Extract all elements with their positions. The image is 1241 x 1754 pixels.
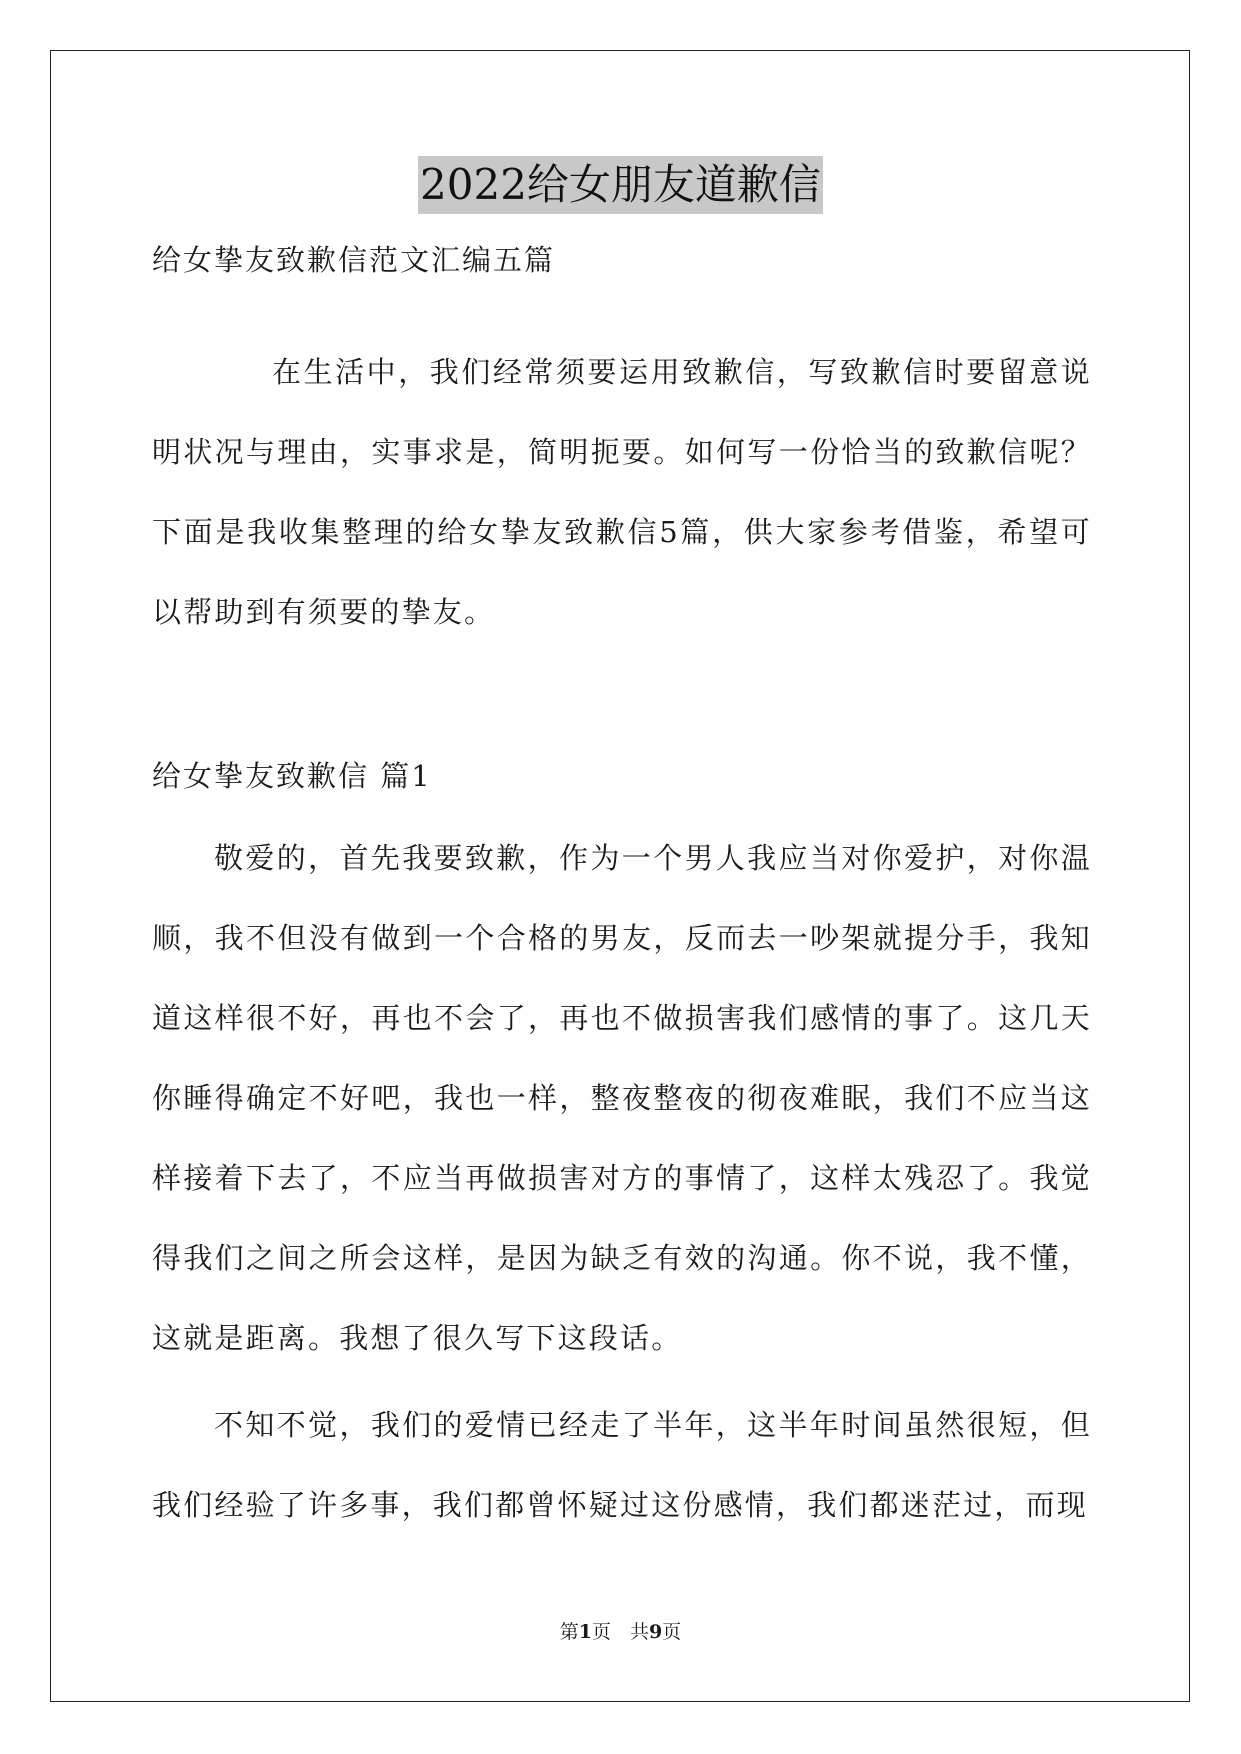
body-paragraph-1: 敬爱的，首先我要致歉，作为一个男人我应当对你爱护，对你温顺，我不但没有做到一个合格的男友，反而去一吵架就提分手，我知道这样很不好，再也不会了，再也不做损害我们感情的事了。这几天你睡得确定不好吧，我也一样，整夜整夜的彻夜难眠，我们不应当这样接着下去了，不应当再做损害对方的事情了，这样太残忍了。我觉得我们之间之所会这样，是因为缺乏有效的沟通。你不说，我不懂，这就是距离。我想了很久写下这段话。	[152, 841, 1092, 1355]
intro-paragraph: 在生活中，我们经常须要运用致歉信，写致歉信时要留意说明状况与理由，实事求是，简明扼要。如何写一份恰当的致歉信呢？下面是我收集整理的给女挚友致歉信5篇，供大家参考借鉴，希望可以帮助到有须要的挚友。	[152, 355, 1092, 629]
document-subtitle: 给女挚友致歉信范文汇编五篇	[152, 243, 556, 277]
footer-page-prefix: 第	[559, 1621, 579, 1643]
footer-page-suffix: 页	[662, 1621, 682, 1643]
footer-page-total: 9	[649, 1621, 663, 1643]
page-footer	[0, 1618, 1241, 1646]
body-paragraph-2: 不知不觉，我们的爱情已经走了半年，这半年时间虽然很短，但我们经验了许多事，我们都曾怀疑过这份感情，我们都迷茫过，而现	[152, 1408, 1092, 1522]
title-container	[0, 156, 1241, 214]
footer-page-current: 1	[578, 1621, 592, 1643]
footer-page-mid: 页 共	[591, 1621, 649, 1643]
document-title: 2022给女朋友道歉信	[418, 156, 823, 214]
section-heading: 给女挚友致歉信 篇1	[152, 759, 432, 793]
